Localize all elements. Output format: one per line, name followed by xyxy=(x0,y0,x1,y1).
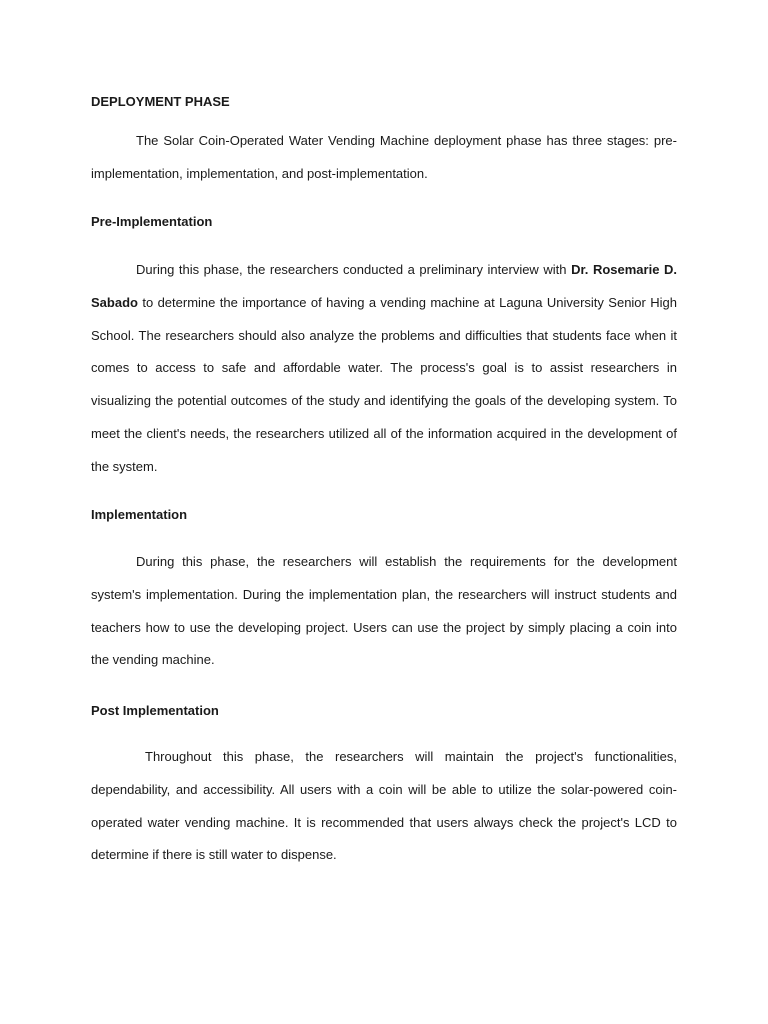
section-heading-implementation: Implementation xyxy=(91,507,188,522)
section-heading-post-implementation: Post Implementation xyxy=(91,703,219,718)
document-title: DEPLOYMENT PHASE xyxy=(91,94,230,109)
pre-implementation-text-start: During this phase, the researchers conducted a preliminary interview with xyxy=(136,262,572,277)
intro-paragraph: The Solar Coin-Operated Water Vending Machine deployment phase has three stages: pre-implementation, implementation, and post-implementation. xyxy=(91,133,677,181)
pre-implementation-text-end: to determine the importance of having a vending machine at Laguna University Senior High School. The researchers should also analyze the problems and difficulties that students face when it comes to access to safe and affordable water. The process's goal is to assist researchers in visualizing the potential outcomes of the study and identifying the goals of the developing system. To meet the client's needs, the researchers utilized all of the information acquired in the development of the system. xyxy=(91,294,677,474)
implementation-paragraph: During this phase, the researchers will establish the requirements for the development system's implementation. During the implementation plan, the researchers will instruct students and teachers how to use the developing project. Users can use the project by simply placing a coin into the vending machine. xyxy=(91,554,677,668)
pre-implementation-paragraph xyxy=(91,254,677,484)
section-heading-pre-implementation: Pre-Implementation xyxy=(91,214,213,229)
post-implementation-paragraph: Throughout this phase, the researchers will maintain the project's functionalities, dependability, and accessibility. All users with a coin will be able to utilize the solar-powered coin-operated water vending machine. It is recommended that users always check the project's LCD to determine if there is still water to dispense. xyxy=(91,749,677,863)
interviewee-name: Dr. Rosemarie D. Sabado xyxy=(91,262,678,310)
